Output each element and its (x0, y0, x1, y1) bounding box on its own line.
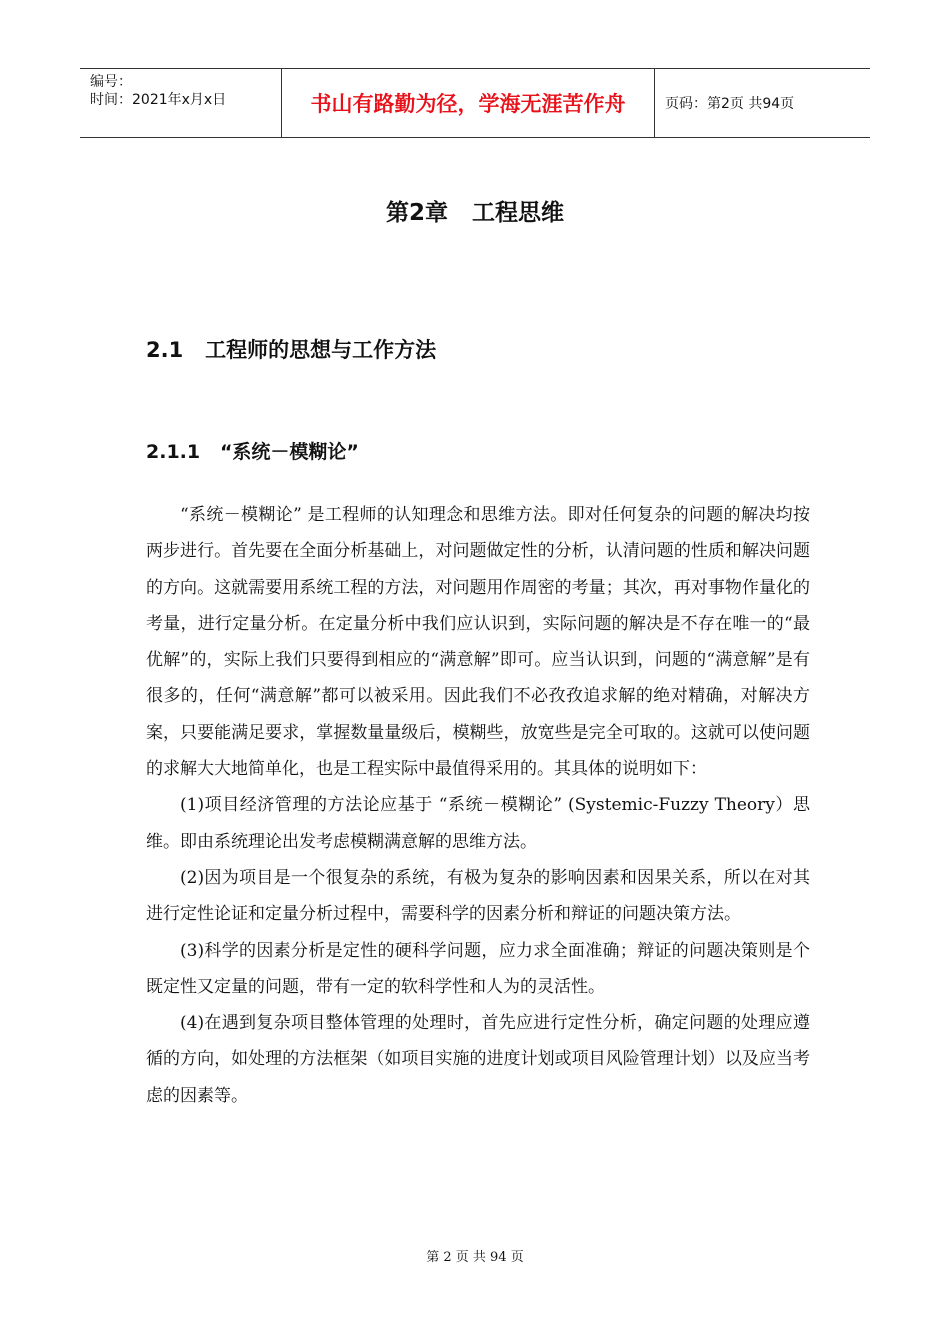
time-label: 时间：2021年x月x日 (90, 92, 227, 108)
paragraph: “系统－模糊论” 是工程师的认知理念和思维方法。即对任何复杂的问题的解决均按两步进行。首先要在全面分析基础上，对问题做定性的分析，认清问题的性质和解决问题的方向。这就需要用系统工程的方法，对问题用作周密的考量；其次，再对事物作量化的考量，进行定量分析。在定量分析中我们应认识到，实际问题的解决是不存在唯一的“最优解”的，实际上我们只要得到相应的“满意解”即可。应当认识到，问题的“满意解”是有很多的，任何“满意解”都可以被采用。因此我们不必孜孜追求解的绝对精确，对解决方案，只要能满足要求，掌握数量量级后，模糊些，放宽些是完全可取的。这就可以使问题的求解大大地简单化，也是工程实际中最值得采用的。其具体的说明如下： (146, 505, 810, 780)
code-label: 编号： (90, 74, 132, 90)
section-title: 2.1 工程师的思想与工作方法 (146, 338, 437, 362)
chapter-title: 第2章 工程思维 (385, 200, 565, 226)
header-page-info: 页码：第2页 共94页 (665, 96, 795, 112)
page-header (80, 68, 870, 138)
page-footer: 第 2 页 共 94 页 (426, 1250, 524, 1265)
header-motto: 书山有路勤为径，学海无涯苦作舟 (281, 69, 655, 137)
paragraph: (3)科学的因素分析是定性的硬科学问题，应力求全面准确；辩证的问题决策则是个既定性又定量的问题，带有一定的软科学性和人为的灵活性。 (146, 940, 810, 997)
paragraph: (1)项目经济管理的方法论应基于 “系统－模糊论” (Systemic-Fuzzy Theory）思维。即由系统理论出发考虑模糊满意解的思维方法。 (146, 795, 810, 852)
paragraph: (4)在遇到复杂项目整体管理的处理时，首先应进行定性分析，确定问题的处理应遵循的方向，如处理的方法框架（如项目实施的进度计划或项目风险管理计划）以及应当考虑的因素等。 (146, 1013, 810, 1106)
header-left-cell (80, 69, 281, 137)
subsection-title: 2.1.1 “系统－模糊论” (146, 441, 359, 463)
paragraph: (2)因为项目是一个很复杂的系统，有极为复杂的影响因素和因果关系，所以在对其进行定性论证和定量分析过程中，需要科学的因素分析和辩证的问题决策方法。 (146, 867, 810, 925)
body-text (146, 497, 810, 1114)
